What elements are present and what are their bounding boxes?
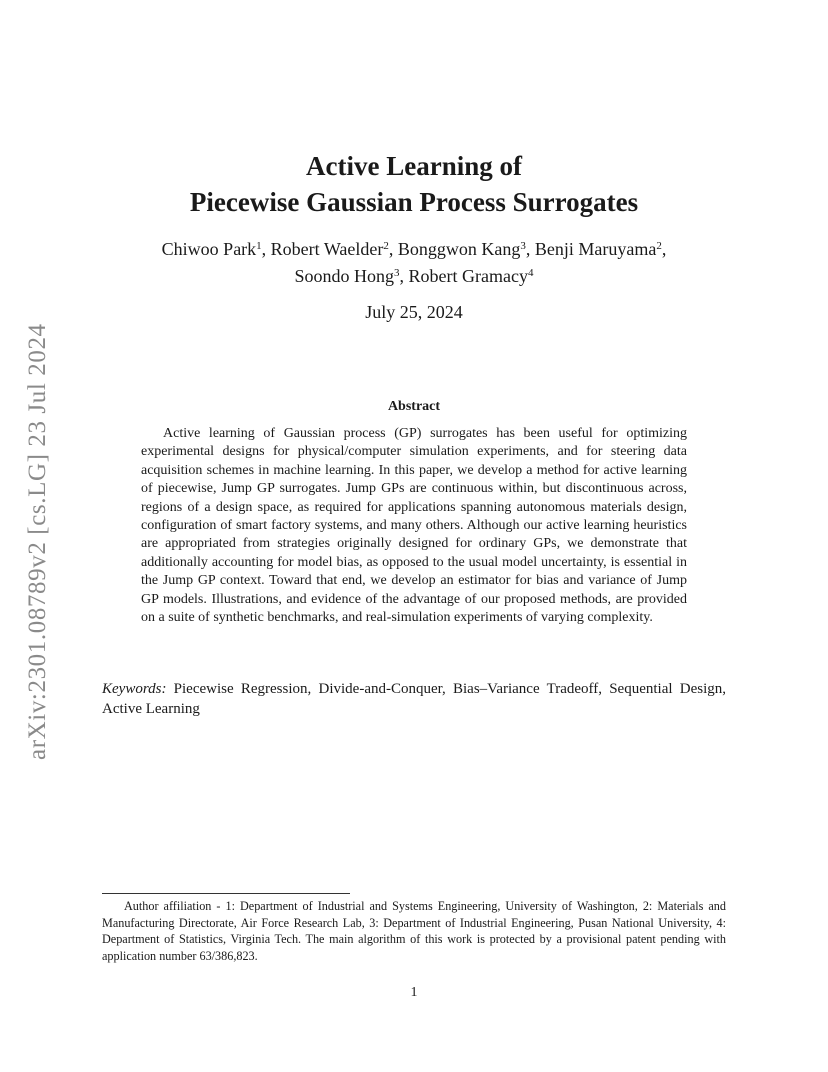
paper-title-line-1: Active Learning of — [306, 151, 522, 181]
abstract-text: Active learning of Gaussian process (GP) surrogates has been useful for optimizing experimental designs for physical/computer simulation experiments, and for steering data acquisition schemes in machine learning. In this paper, we develop a method for active learning of piecewise, Jump GP surrogates. Jump GPs are continuous within, but discontinuous across, regions of a design space, as required for applications spanning autonomous materials design, configuration of smart factory systems, and many others. Although our active learning heuristics are appropriated from strategies originally designed for ordinary GPs, we demonstrate that additionally accounting for model bias, as opposed to the usual model uncertainty, is essential in the Jump GP context. Toward that end, we develop an estimator for bias and variance of Jump GP models. Illustrations, and evidence of the advantage of our proposed methods, are provided on a suite of synthetic benchmarks, and real-simulation experiments of varying complexity. — [141, 426, 687, 626]
author-line-1 — [0, 236, 828, 263]
author-separator: , — [525, 239, 535, 259]
author-affiliation-mark: 3 — [394, 266, 400, 279]
author-list — [0, 236, 828, 290]
publication-date: July 25, 2024 — [365, 302, 463, 322]
author-line-2 — [0, 263, 828, 290]
author-affiliation-mark: 3 — [520, 239, 526, 252]
keywords-text: Piecewise Regression, Divide-and-Conquer, Bias–Variance Tradeoff, Sequential Design, Active Learning — [102, 681, 726, 717]
author-separator: , — [399, 266, 409, 286]
author-name: Chiwoo Park — [161, 239, 257, 259]
arxiv-identifier-stamp: arXiv:2301.08789v2 [cs.LG] 23 Jul 2024 — [24, 323, 51, 760]
author-affiliation-mark: 4 — [527, 266, 534, 279]
author-name: Benji Maruyama — [534, 239, 657, 259]
author-affiliation-mark: 2 — [383, 239, 389, 252]
author-name: Robert Waelder — [270, 239, 384, 259]
author-separator: , — [661, 239, 667, 259]
author-name: Bonggwon Kang — [397, 239, 521, 259]
footnote-divider — [102, 893, 350, 894]
paper-title — [0, 148, 828, 220]
page-number: 1 — [410, 985, 418, 1000]
author-affiliation-mark: 1 — [256, 239, 262, 252]
paper-title-line-2: Piecewise Gaussian Process Surrogates — [189, 187, 639, 217]
abstract-heading: Abstract — [387, 399, 441, 414]
author-affiliation-mark: 2 — [656, 239, 662, 252]
keywords-paragraph — [102, 680, 726, 719]
author-affiliation-footnote: Author affiliation - 1: Department of Industrial and Systems Engineering, University of Washington, 2: Materials and Manufacturing Directorate, Air Force Research Lab, 3: Department of Industrial Engineering, Pusan National University, 4: Department of Statistics, Virginia Tech. The main algorithm of this work is protected by a provisional patent pending with application number 63/386,823. — [102, 899, 726, 963]
author-separator: , — [388, 239, 398, 259]
author-name: Robert Gramacy — [408, 266, 528, 286]
author-name: Soondo Hong — [294, 266, 395, 286]
author-separator: , — [261, 239, 271, 259]
keywords-label: Keywords: — [102, 681, 167, 697]
